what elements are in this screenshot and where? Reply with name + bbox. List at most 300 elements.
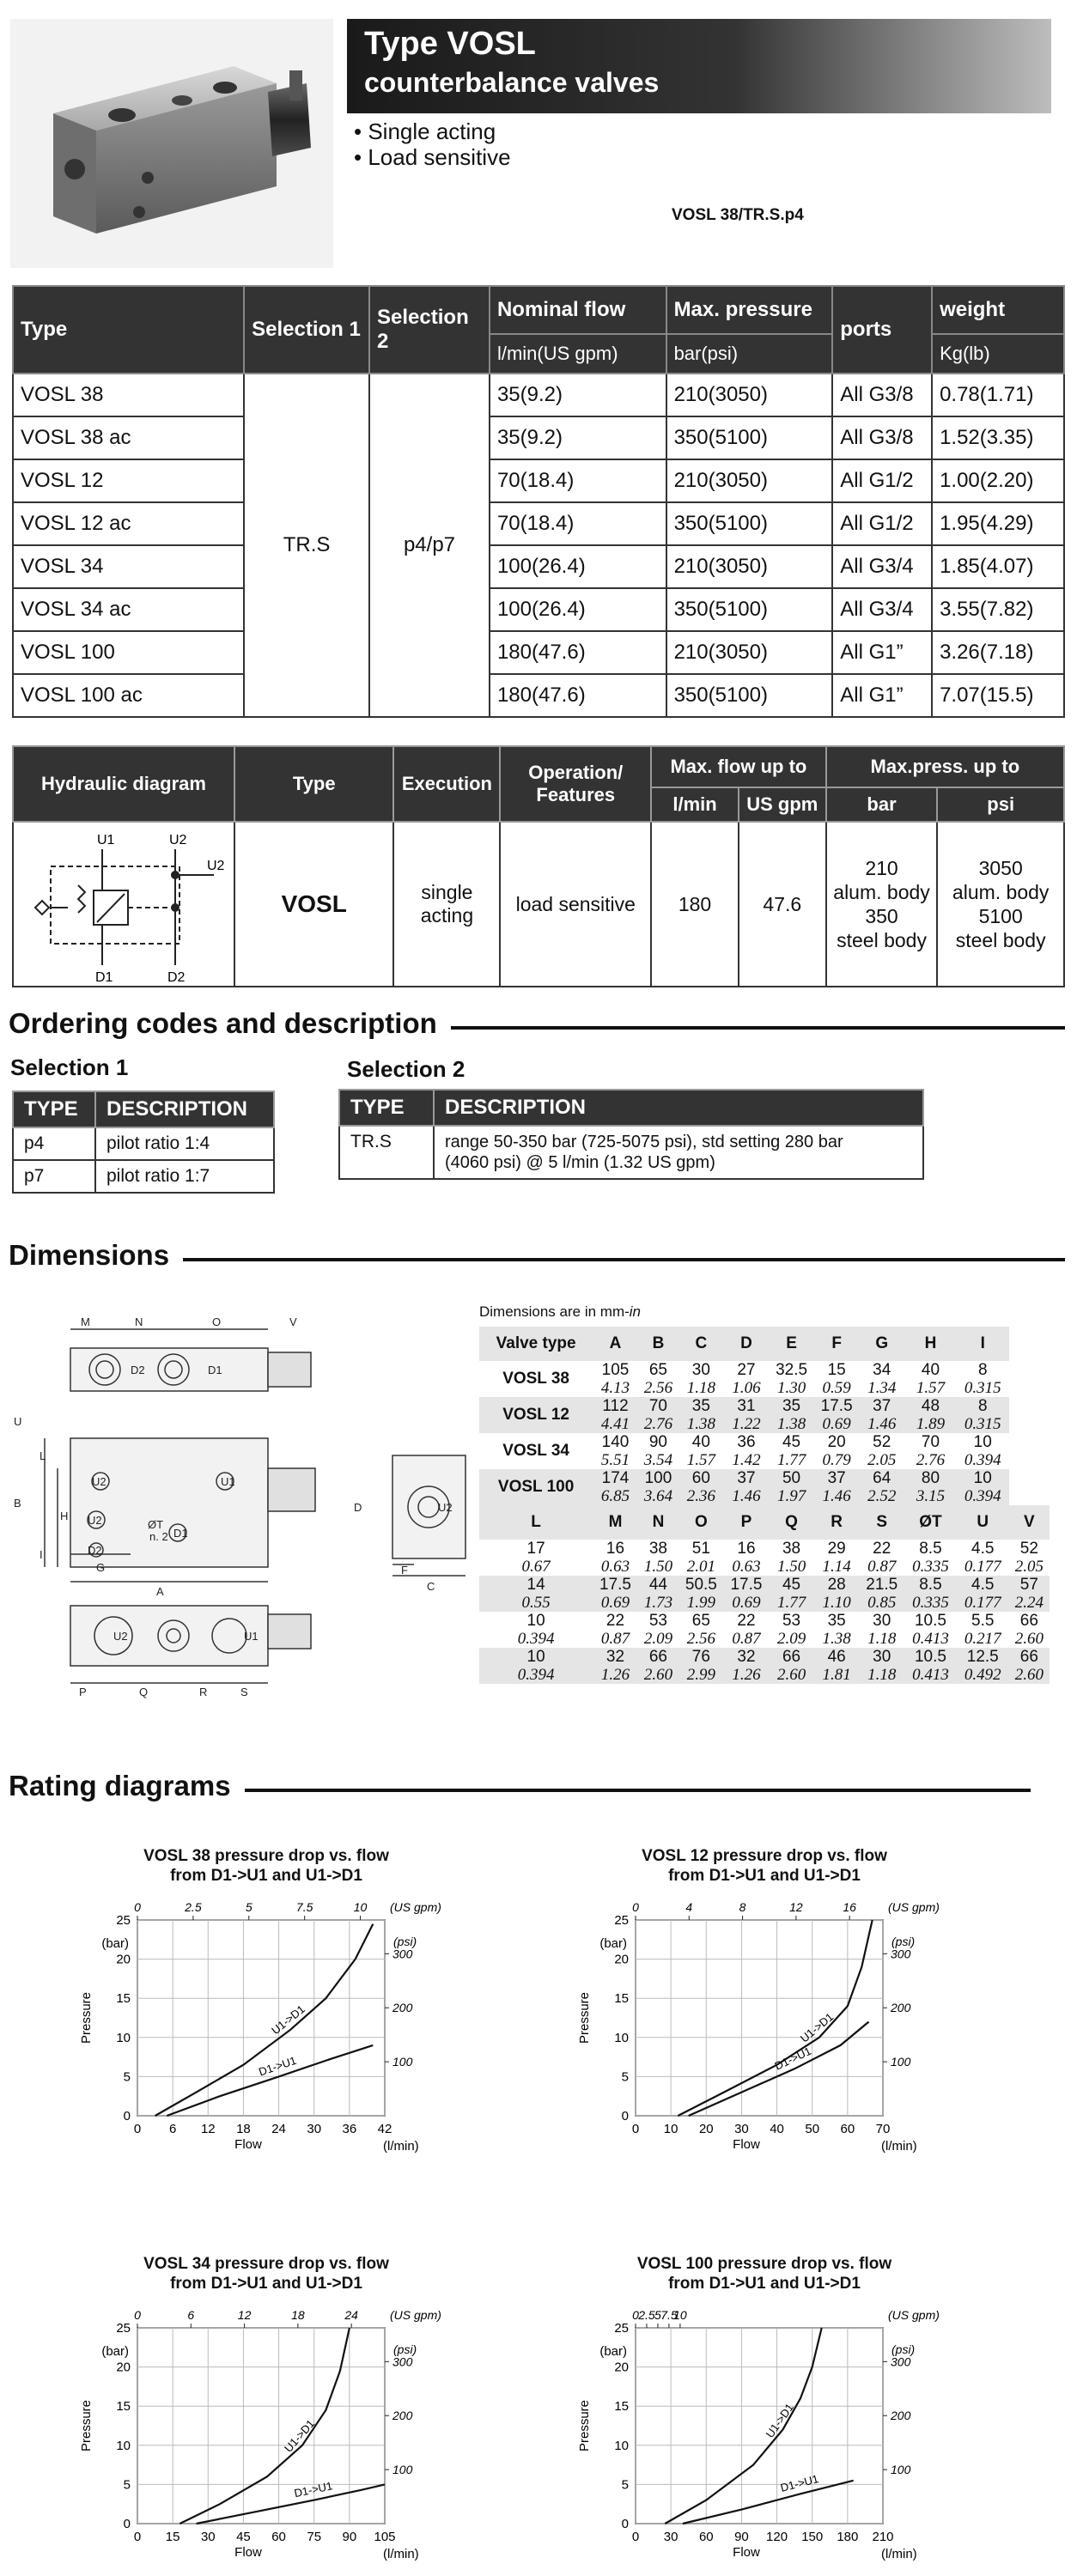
y2-tick-label: 200: [891, 2001, 911, 2015]
x2-tick-label: 10: [353, 1900, 368, 1914]
chart-subtitle-line: from D1->U1 and U1->D1: [170, 1867, 362, 1885]
cell-flow: 180(47.6): [490, 631, 666, 674]
pressure-drop-chart: [541, 1891, 945, 2174]
y-tick-label: 5: [621, 2477, 629, 2493]
table-row: [13, 502, 1064, 545]
dim-cell: [814, 1433, 860, 1469]
chart-subtitle-line: from D1->U1 and U1->D1: [668, 2275, 861, 2293]
dim-cell: [678, 1433, 724, 1469]
x2-tick-label: 0: [134, 1900, 141, 1914]
psi-alum-label: alum. body: [952, 881, 1050, 903]
cell-weight: 1.52(3.35): [932, 416, 1064, 459]
dim-cell: [724, 1469, 770, 1505]
dim-cell: [859, 1361, 904, 1397]
sym-label-u2: U2: [168, 833, 187, 848]
hyd-psi: [937, 822, 1064, 987]
x-axis-label: Flow: [234, 2545, 262, 2560]
dim-mm: 76: [691, 1648, 710, 1666]
x2-tick-label: 6: [187, 2308, 195, 2322]
dim-valve-type: VOSL 12: [502, 1406, 569, 1424]
y-unit: (bar): [599, 2344, 627, 2359]
dim-mm: 52: [873, 1433, 891, 1451]
dim-col-header: O: [678, 1505, 724, 1540]
y-tick-label: 5: [123, 2069, 131, 2085]
series-line-d1-u1: [167, 2045, 373, 2116]
y-tick-label: 10: [116, 2438, 131, 2453]
y2-tick-label: 200: [392, 2001, 413, 2015]
dim-col-header: D: [724, 1327, 770, 1361]
series-line-u1-d1: [155, 1924, 374, 2116]
cell-ports: All G1/2: [832, 459, 932, 502]
dim-in: 2.60: [776, 1666, 806, 1684]
y-tick-label: 0: [621, 2517, 629, 2531]
cell-weight: 1.95(4.29): [932, 502, 1064, 545]
dim-col-header: B: [638, 1327, 678, 1361]
x-tick-label: 75: [307, 2530, 322, 2544]
dim-cell: [769, 1433, 814, 1469]
col-max-press: Max.press. up to: [826, 746, 1064, 787]
x-tick-label: 60: [271, 2530, 286, 2544]
dim-in: 2.99: [686, 1666, 715, 1684]
cell-pressure: 350(5100): [666, 502, 833, 545]
dim-mm: 16: [605, 1540, 625, 1558]
dim-col-header: N: [638, 1505, 678, 1540]
dim-mm: 53: [782, 1612, 801, 1630]
cell-ports: All G3/4: [832, 545, 932, 588]
dim-mm: 22: [605, 1612, 625, 1630]
hyd-lmin: 180: [651, 822, 739, 987]
note-text: Dimensions are in mm-: [479, 1303, 630, 1320]
dim-mm: 80: [921, 1469, 940, 1487]
dim-mm: 30: [873, 1612, 891, 1630]
selection-1-title: Selection 1: [10, 1054, 129, 1080]
dim-in: 1.30: [776, 1379, 806, 1397]
dim-mm: 66: [782, 1648, 801, 1666]
dim-cell: [678, 1648, 724, 1684]
dim-in: 2.56: [686, 1630, 715, 1648]
cell-weight: 1.00(2.20): [932, 459, 1064, 502]
x-tick-label: 24: [271, 2122, 286, 2136]
y-unit: (bar): [599, 1936, 627, 1951]
dim-label-s: S: [240, 1686, 248, 1698]
cell-ports: All G3/8: [832, 416, 932, 459]
sym-label-u2-side: U2: [206, 859, 225, 873]
x-unit: (l/min): [881, 2139, 917, 2154]
dim-col-header: P: [724, 1505, 770, 1540]
chart-title-line: VOSL 100 pressure drop vs. flow: [636, 2255, 892, 2273]
x2-unit: (US gpm): [888, 1900, 940, 1914]
dim-in: 1.50: [776, 1558, 806, 1576]
dim-mm: 37: [827, 1469, 846, 1487]
dim-mm: 44: [648, 1576, 667, 1594]
y-tick-label: 25: [116, 2321, 131, 2336]
dim-row: [479, 1433, 1050, 1469]
dim-in: 5.51: [600, 1451, 630, 1469]
cell-type: VOSL 12 ac: [13, 502, 244, 545]
dim-mm: 8.5: [919, 1576, 942, 1594]
dim-col-header: ØT: [904, 1505, 957, 1540]
dim-label-n2: n. 2: [149, 1530, 168, 1543]
x-tick-label: 50: [805, 2122, 820, 2136]
dim-cell: [814, 1540, 860, 1576]
cell-pressure: 210(3050): [666, 545, 833, 588]
main-spec-table: [12, 285, 1065, 718]
dim-mm: 57: [1019, 1576, 1038, 1594]
dim-row: [479, 1397, 1050, 1433]
y-axis-label: Pressure: [79, 1991, 94, 2044]
x2-tick-label: 18: [291, 2308, 305, 2322]
x-tick-label: 12: [200, 2122, 216, 2136]
dim-in: 0.394: [964, 1451, 1001, 1469]
dim-mm: 48: [921, 1397, 940, 1415]
dim-cell: [769, 1469, 814, 1505]
col-psi: psi: [937, 787, 1064, 822]
dim-label-a: A: [156, 1585, 164, 1598]
hyd-operation: load sensitive: [500, 822, 651, 987]
dim-in: 1.42: [732, 1451, 761, 1469]
dim-valve-type-cell: [479, 1361, 593, 1397]
dim-in: 0.394: [517, 1666, 555, 1684]
dim-mm: 34: [873, 1361, 891, 1379]
dim-mm: 66: [1019, 1612, 1038, 1630]
dim-cell: [769, 1648, 814, 1684]
cell-pressure: 210(3050): [666, 631, 833, 674]
x2-tick-label: 4: [685, 1900, 693, 1914]
plot-frame: [636, 1920, 883, 2116]
valve-image: [10, 19, 333, 268]
dim-cell: [957, 1397, 1009, 1433]
dim-mm: 5.5: [971, 1612, 995, 1630]
x-tick-label: 0: [133, 2122, 142, 2136]
dim-in: 1.77: [776, 1594, 806, 1612]
dim-cell: [593, 1433, 638, 1469]
dim-label-d1: D1: [173, 1527, 188, 1540]
dim-mm: 22: [737, 1612, 756, 1630]
dim-label-f: F: [401, 1564, 408, 1577]
y-tick-label: 15: [614, 2399, 629, 2415]
dim-col-header: S: [859, 1505, 904, 1540]
table-row: [13, 545, 1064, 588]
cell-type: VOSL 100 ac: [13, 674, 244, 717]
x2-tick-label: 7.5: [295, 1900, 313, 1914]
dim-cell: [678, 1397, 724, 1433]
dim-in: 1.46: [732, 1487, 761, 1505]
y-tick-label: 15: [116, 1991, 131, 2007]
dim-mm: 17.5: [730, 1576, 763, 1594]
dim-in: 1.99: [686, 1594, 715, 1612]
sym-label-u1: U1: [96, 833, 115, 848]
cell-weight: 3.26(7.18): [932, 631, 1064, 674]
dim-label-u2-side: U2: [438, 1501, 453, 1514]
dim-in: 2.52: [867, 1487, 897, 1505]
dim-cell: [678, 1540, 724, 1576]
dim-cell: [593, 1540, 638, 1576]
dim-cell: [904, 1361, 957, 1397]
col-bar: bar: [826, 787, 938, 822]
x2-tick-label: 0: [134, 2308, 141, 2322]
dim-in: 1.57: [916, 1379, 946, 1397]
y-tick-label: 20: [116, 1952, 131, 1967]
y-tick-label: 25: [614, 1913, 629, 1928]
cell-ports: All G1”: [832, 674, 932, 717]
x-axis-label: Flow: [733, 2137, 760, 2152]
dim-mm: 10: [973, 1469, 992, 1487]
y2-tick-label: 100: [891, 2055, 911, 2069]
dim-in: 2.36: [686, 1487, 715, 1505]
hyd-execution: single acting: [393, 822, 500, 987]
x-unit: (l/min): [383, 2139, 419, 2154]
dim-label-d: D: [354, 1501, 362, 1514]
dim-mm: 37: [737, 1469, 756, 1487]
dim-in: 0.85: [867, 1594, 897, 1612]
dimensions-table: [479, 1327, 1050, 1684]
dim-in: 0.177: [964, 1558, 1001, 1576]
dim-in: 0.87: [867, 1558, 897, 1576]
dim-mm: 22: [873, 1540, 891, 1558]
dim-label-u1-bottom: U1: [244, 1630, 259, 1643]
dim-row: [479, 1361, 1050, 1397]
dim-mm: 35: [782, 1397, 801, 1415]
psi-alum: 3050: [978, 857, 1023, 879]
dim-row: [479, 1469, 1050, 1505]
dim-cell: [678, 1576, 724, 1612]
col-weight: weight: [932, 286, 1064, 334]
dim-cell: [859, 1469, 904, 1505]
x-tick-label: 90: [342, 2530, 357, 2544]
series-label: U1->D1: [763, 2401, 796, 2440]
dim-mm: 27: [737, 1361, 756, 1379]
y2-tick-label: 200: [392, 2409, 413, 2423]
x-tick-label: 105: [374, 2530, 396, 2544]
header-subtitle: counterbalance valves: [364, 67, 660, 98]
dim-in: 1.50: [643, 1558, 673, 1576]
dim-in: 1.26: [600, 1666, 630, 1684]
dim-cell: [1009, 1612, 1050, 1648]
dim-mm: 8: [977, 1397, 988, 1415]
x-tick-label: 30: [663, 2530, 678, 2544]
dim-label-h: H: [60, 1510, 69, 1522]
cell-type: VOSL 100: [13, 631, 244, 674]
dim-cell: [593, 1576, 638, 1612]
dim-row: [479, 1612, 1050, 1648]
x-tick-label: 0: [133, 2530, 142, 2544]
dim-in: 1.77: [776, 1451, 806, 1469]
dim-row: [479, 1648, 1050, 1684]
dim-label-q: Q: [139, 1686, 149, 1698]
dim-in: 6.85: [600, 1487, 630, 1505]
col-operation: Operation/ Features: [500, 746, 651, 822]
dim-cell: [769, 1540, 814, 1576]
dim-cell: [814, 1576, 860, 1612]
sel2-type: TR.S: [339, 1126, 434, 1179]
dim-cell: [769, 1361, 814, 1397]
x2-tick-label: 0: [632, 1900, 639, 1914]
dim-in: 1.89: [916, 1415, 946, 1433]
sel1-desc-p4: pilot ratio 1:4: [95, 1127, 274, 1160]
y-tick-label: 20: [614, 2360, 629, 2375]
rating-title: Rating diagrams: [9, 1770, 245, 1802]
dim-in: 1.46: [867, 1415, 897, 1433]
dim-mm: 65: [648, 1361, 667, 1379]
dim-mm: 50: [782, 1469, 801, 1487]
y2-tick-label: 300: [891, 2354, 911, 2369]
dim-mm: 30: [691, 1361, 710, 1379]
dim-cell: [593, 1397, 638, 1433]
dim-mm: 60: [691, 1469, 710, 1487]
sel1-type-p4: p4: [13, 1127, 95, 1160]
x2-tick-label: 24: [344, 2308, 358, 2322]
bar-steel: 350: [865, 905, 898, 927]
col-max-flow: Max. flow up to: [651, 746, 826, 787]
dim-cell: [859, 1648, 904, 1684]
y2-tick-label: 100: [392, 2463, 413, 2477]
dim-mm: 32.5: [776, 1361, 808, 1379]
dim-in: 0.177: [964, 1594, 1001, 1612]
dim-mm: 21.5: [866, 1576, 898, 1594]
dim-label-v: V: [289, 1315, 297, 1328]
cell-type: VOSL 34: [13, 545, 244, 588]
y-unit: (bar): [101, 2344, 129, 2359]
col-hydraulic-diagram: Hydraulic diagram: [13, 746, 234, 822]
dim-label-d2-top: D2: [131, 1364, 145, 1376]
product-photo: [10, 19, 333, 268]
col-type: Type: [13, 286, 244, 374]
series-line-d1-u1: [197, 2484, 385, 2524]
dim-cell: [479, 1648, 593, 1684]
series-line-u1-d1: [678, 1920, 872, 2116]
dim-cell: [638, 1469, 678, 1505]
sel2-col-desc: DESCRIPTION: [434, 1090, 923, 1126]
dim-cell: [904, 1648, 957, 1684]
dim-mm: 20: [827, 1433, 846, 1451]
series-label: D1->U1: [293, 2479, 334, 2500]
ordering-rule: [421, 1026, 1065, 1030]
x-tick-label: 30: [200, 2530, 216, 2544]
y-tick-label: 20: [116, 2360, 131, 2375]
y2-unit: (psi): [393, 2342, 417, 2356]
dim-in: 2.09: [776, 1630, 806, 1648]
cell-type: VOSL 38: [13, 374, 244, 416]
dim-in: 0.69: [822, 1415, 851, 1433]
dim-in: 3.64: [643, 1487, 673, 1505]
sym-label-d2: D2: [167, 970, 186, 985]
dim-cell: [1009, 1540, 1050, 1576]
dim-mm: 70: [921, 1433, 940, 1451]
dim-in: 2.76: [643, 1415, 673, 1433]
chart-title: [601, 1846, 928, 1886]
dim-cell: [859, 1576, 904, 1612]
cell-flow: 35(9.2): [490, 416, 666, 459]
dim-in: 0.67: [521, 1558, 551, 1576]
dim-in: 0.69: [732, 1594, 761, 1612]
dim-mm: 10: [526, 1612, 545, 1630]
x2-tick-label: 10: [673, 2308, 687, 2322]
dim-cell: [957, 1648, 1009, 1684]
dim-label-d1-top: D1: [208, 1364, 222, 1376]
dim-mm: 8.5: [919, 1540, 942, 1558]
chart-title: [103, 2254, 429, 2293]
dim-row: [479, 1540, 1050, 1576]
table-row: [13, 374, 1064, 416]
y-tick-label: 20: [614, 1952, 629, 1967]
dim-in: 1.38: [822, 1630, 851, 1648]
header-title: Type VOSL: [364, 26, 536, 62]
dim-mm: 45: [782, 1433, 801, 1451]
sel1-type-p7: p7: [13, 1160, 95, 1193]
dim-in: 1.81: [822, 1666, 851, 1684]
dim-cell: [904, 1397, 957, 1433]
dim-in: 2.05: [867, 1451, 897, 1469]
cell-ports: All G3/4: [832, 588, 932, 631]
dim-col-header: M: [593, 1505, 638, 1540]
dim-mm: 28: [827, 1576, 846, 1594]
dim-label-g: G: [96, 1561, 106, 1574]
col-execution: Execution: [393, 746, 500, 822]
col-flow-unit: l/min(US gpm): [490, 334, 666, 374]
cell-ports: All G3/8: [832, 374, 932, 416]
cell-selection-2: p4/p7: [369, 374, 490, 717]
cell-type: VOSL 38 ac: [13, 416, 244, 459]
y2-tick-label: 100: [891, 2463, 911, 2477]
dim-mm: 70: [648, 1397, 667, 1415]
dim-in: 0.335: [912, 1594, 949, 1612]
dim-mm: 112: [602, 1397, 629, 1415]
dim-cell: [1009, 1576, 1050, 1612]
y-tick-label: 15: [116, 2399, 131, 2415]
dim-in: 0.492: [964, 1666, 1001, 1684]
dim-col-header: R: [814, 1505, 860, 1540]
x-tick-label: 20: [698, 2122, 714, 2136]
bar-alum: 210: [865, 857, 898, 879]
series-label: U1->D1: [282, 2416, 318, 2455]
dim-cell: [593, 1612, 638, 1648]
dim-mm: 12.5: [966, 1648, 999, 1666]
dim-cell: [859, 1612, 904, 1648]
table-row: [13, 416, 1064, 459]
y2-unit: (psi): [393, 1935, 417, 1948]
dim-in: 1.14: [822, 1558, 851, 1576]
y-tick-label: 25: [116, 1913, 131, 1928]
col-weight-unit: Kg(lb): [932, 334, 1064, 374]
dim-cell: [957, 1576, 1009, 1612]
x-tick-label: 70: [875, 2122, 891, 2136]
x-tick-label: 10: [663, 2122, 678, 2136]
dim-mm: 90: [648, 1433, 667, 1451]
y2-tick-label: 100: [392, 2055, 413, 2069]
dim-cell: [904, 1612, 957, 1648]
hydraulic-table: [12, 745, 1065, 987]
x-tick-label: 15: [165, 2530, 180, 2544]
dim-mm: 38: [782, 1540, 801, 1558]
pressure-drop-chart: [43, 1891, 447, 2174]
cell-ports: All G1/2: [832, 502, 932, 545]
x2-tick-label: 7.5: [660, 2308, 678, 2322]
dim-in: 1.38: [776, 1415, 806, 1433]
sel2-desc-line1: range 50-350 bar (725-5075 psi), std setting 280 bar: [445, 1133, 843, 1151]
dim-mm: 53: [648, 1612, 667, 1630]
dim-cell: [957, 1433, 1009, 1469]
x-tick-label: 150: [801, 2530, 824, 2544]
dim-valve-type: VOSL 38: [502, 1370, 569, 1388]
dim-cell: [638, 1397, 678, 1433]
sel1-col-type: TYPE: [13, 1091, 95, 1127]
dim-col-header: L: [479, 1505, 593, 1540]
sel2-col-type: TYPE: [339, 1090, 434, 1126]
dim-valve-type-cell: [479, 1469, 593, 1505]
dim-in: 1.46: [822, 1487, 851, 1505]
cell-pressure: 210(3050): [666, 374, 833, 416]
dim-cell: [814, 1397, 860, 1433]
